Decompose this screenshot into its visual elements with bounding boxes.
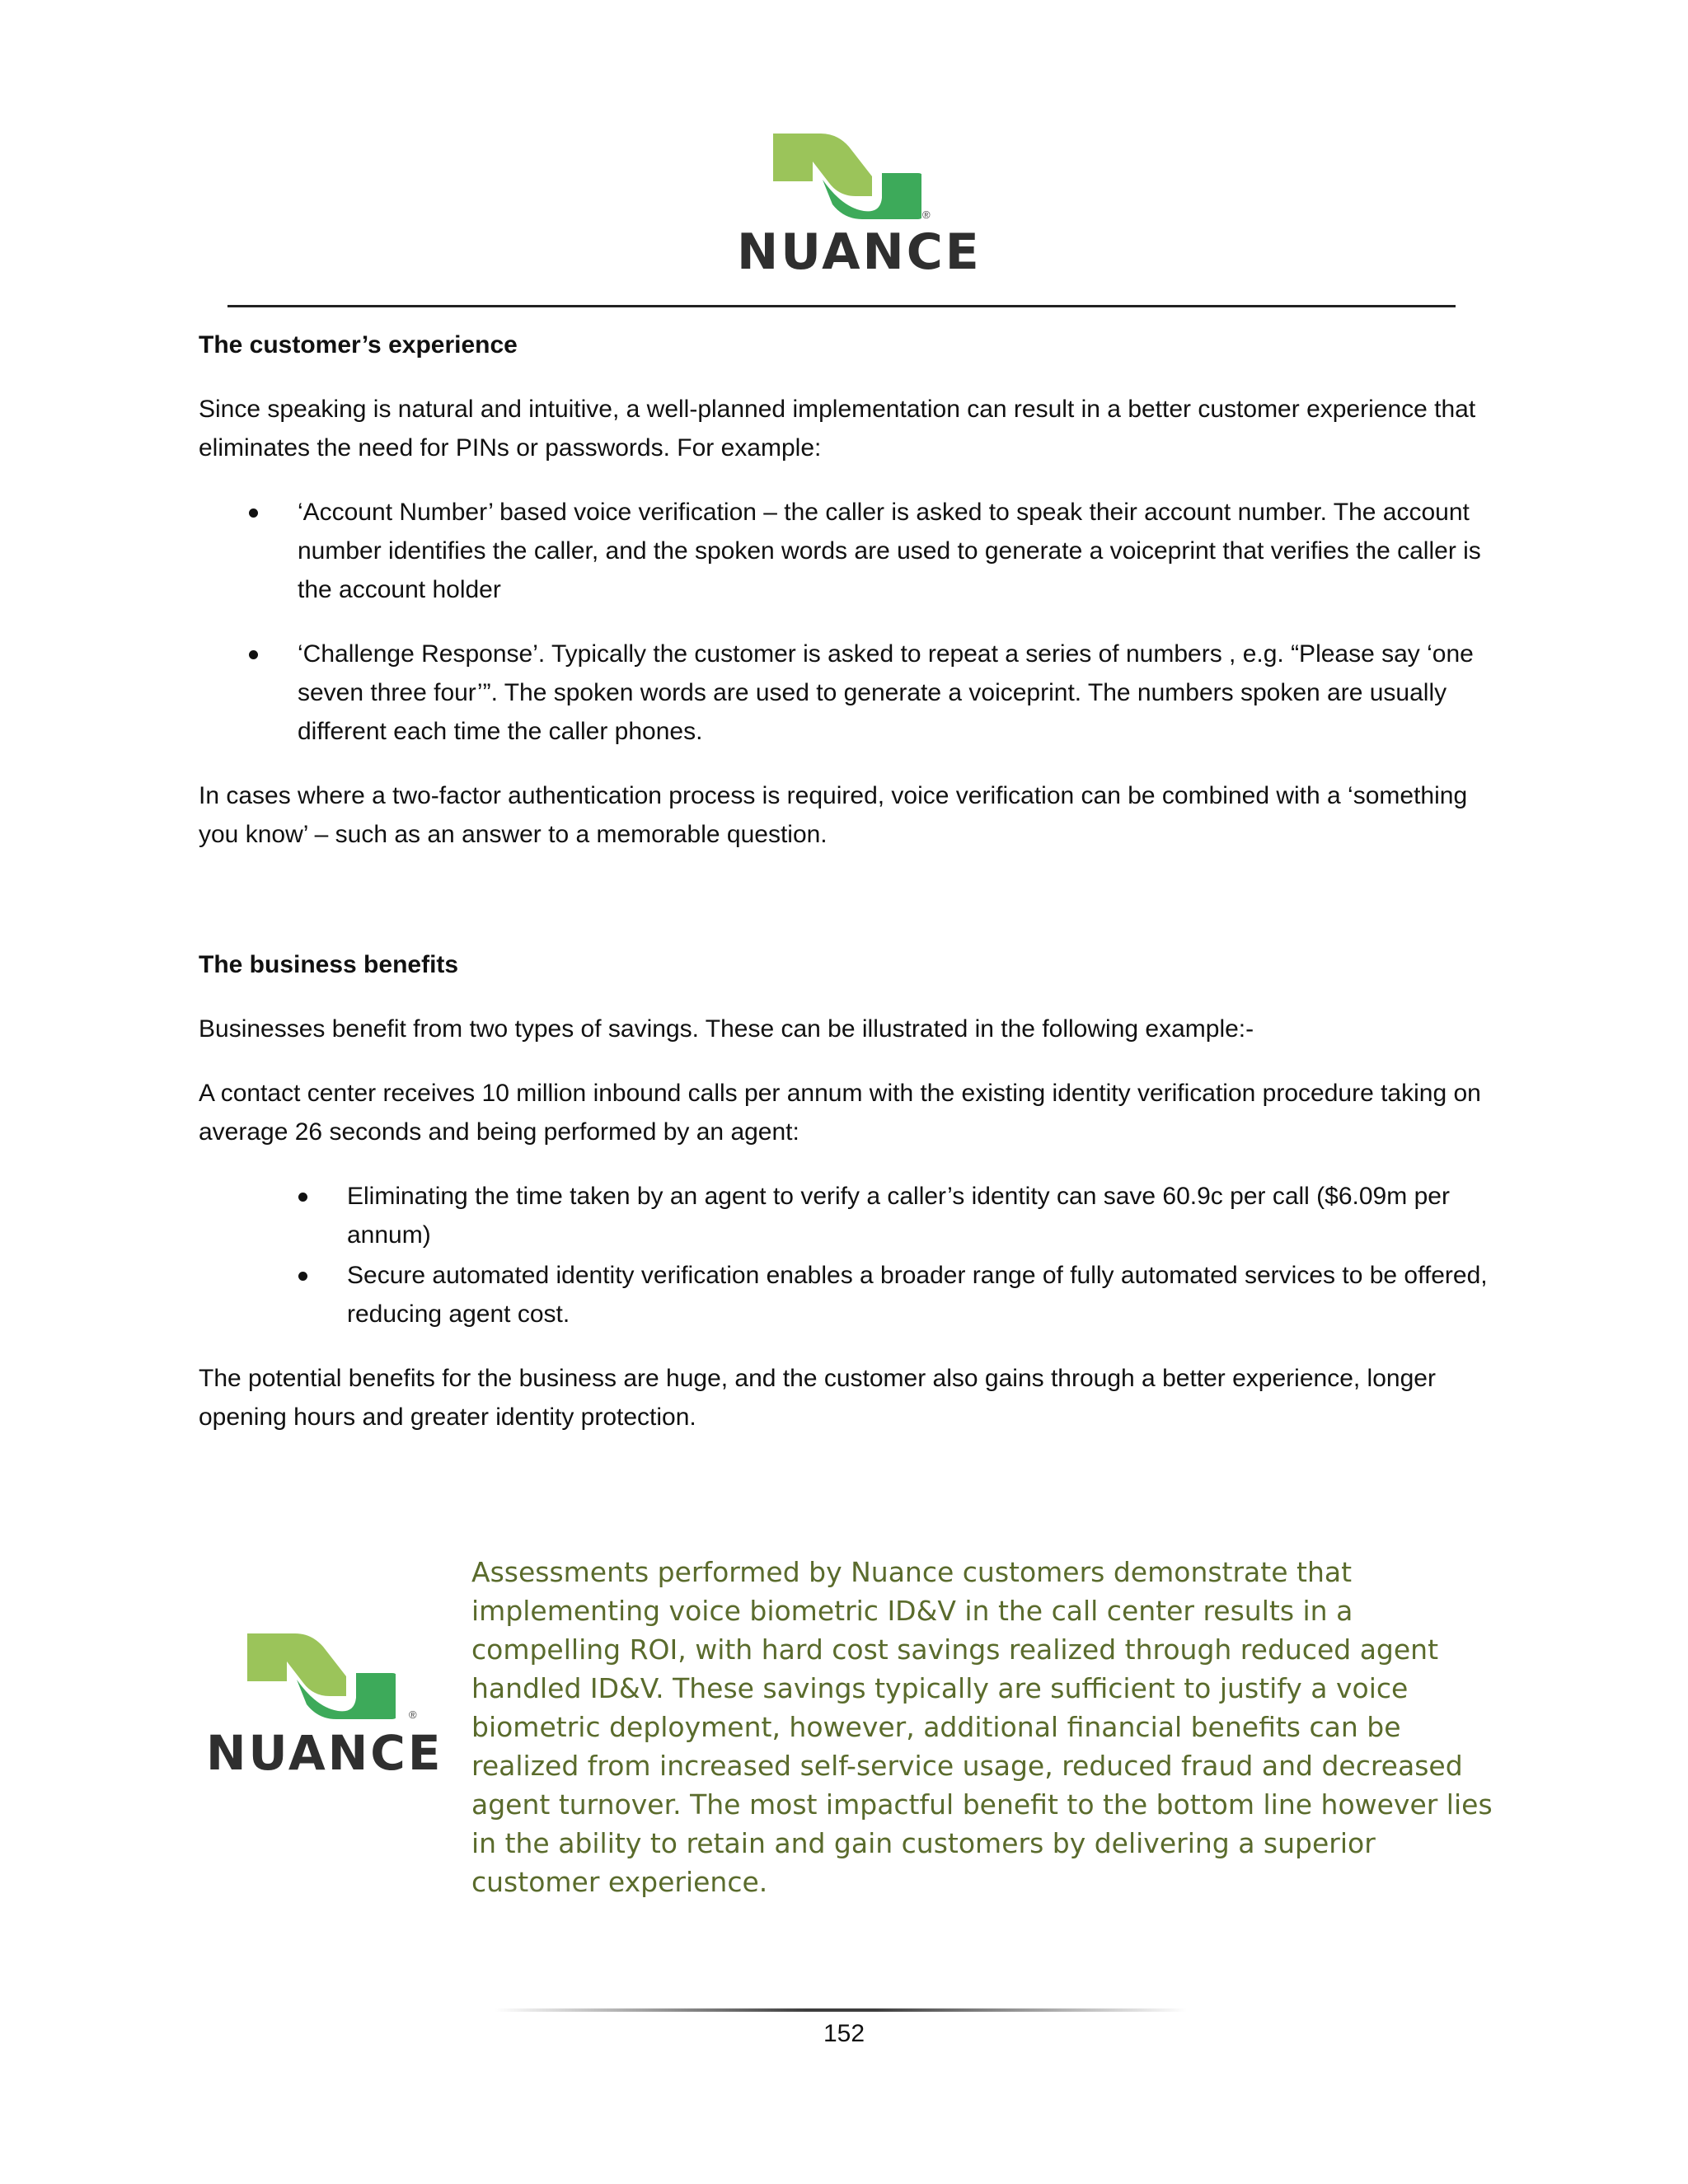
paragraph-savings-intro: Businesses benefit from two types of savings. These can be illustrated in the following example:-: [199, 1015, 1254, 1043]
list-item: [199, 635, 1493, 751]
bullet-icon: [298, 1272, 307, 1281]
bullet-icon: [249, 650, 258, 659]
registered-mark: ®: [409, 1708, 417, 1721]
section-heading-business-benefits: The business benefits: [199, 951, 459, 978]
nuance-logo-header: [722, 124, 982, 281]
list-item-text: Secure automated identity verification enables a broader range of fully automated services to be offered, reducing agent cost.: [347, 1262, 1488, 1328]
registered-mark: ®: [922, 209, 931, 221]
paragraph-example: A contact center receives 10 million inbound calls per annum with the existing identity verification procedure taking on average 26 seconds and being performed by an agent:: [199, 1080, 1481, 1146]
page-content: [199, 326, 1493, 1462]
nuance-logo-mark-icon: [247, 1632, 396, 1721]
list-item-text: ‘Challenge Response’. Typically the customer is asked to repeat a series of numbers , e.g. “Please say ‘one seven three four’”. The spoken words are used to generate a voiceprint. The numbers spoken are usually different each time the caller phones.: [298, 640, 1474, 745]
list-item-text: ‘Account Number’ based voice verification – the caller is asked to speak their account number. The account number identifies the caller, and the spoken words are used to generate a voiceprint that verifies the caller is the account holder: [298, 499, 1481, 603]
list-item-text: Eliminating the time taken by an agent to verify a caller’s identity can save 60.9c per call ($6.09m per annum): [347, 1183, 1450, 1249]
callout-quote: Assessments performed by Nuance customers demonstrate that implementing voice biometric ID&V in the call center results in a compelling ROI, with hard cost savings realized through reduced agent handled ID&V. These savings typically are sufficient to justify a voice biometric deployment, however, additional financial benefits can be realized from increased self-service usage, reduced fraud and decreased agent turnover. The most impactful benefit to the bottom line however lies in the ability to retain and gain customers by delivering a superior customer experience.: [471, 1556, 1493, 1898]
list-item: [199, 493, 1493, 609]
bullet-list-verification-types: [199, 493, 1493, 751]
callout-box: [198, 1541, 1500, 1898]
logo-wordmark: NUANCE: [737, 223, 982, 281]
nuance-logo-callout: [206, 1632, 445, 1780]
footer-divider: [495, 2008, 1187, 2012]
section-spacer: [199, 879, 1493, 945]
page-header: [0, 124, 1688, 305]
bullet-list-savings: [199, 1177, 1493, 1333]
list-item: [199, 1256, 1493, 1333]
section-heading-customer-experience: The customer’s experience: [199, 331, 518, 359]
bullet-icon: [249, 509, 258, 518]
header-divider: [227, 305, 1456, 307]
logo-wordmark: NUANCE: [206, 1725, 443, 1781]
page-number: 152: [823, 2020, 865, 2047]
paragraph-intro: Since speaking is natural and intuitive, a well-planned implementation can result in a better customer experience that eliminates the need for PINs or passwords. For example:: [199, 396, 1476, 462]
list-item: [199, 1177, 1493, 1254]
paragraph-benefits-closing: The potential benefits for the business are huge, and the customer also gains through a better experience, longer opening hours and greater identity protection.: [199, 1365, 1436, 1431]
bullet-icon: [298, 1193, 307, 1202]
nuance-logo-mark-icon: [773, 132, 921, 221]
paragraph-two-factor: In cases where a two-factor authentication process is required, voice verification can be combined with a ‘something you know’ – such as an answer to a memorable question.: [199, 782, 1468, 848]
